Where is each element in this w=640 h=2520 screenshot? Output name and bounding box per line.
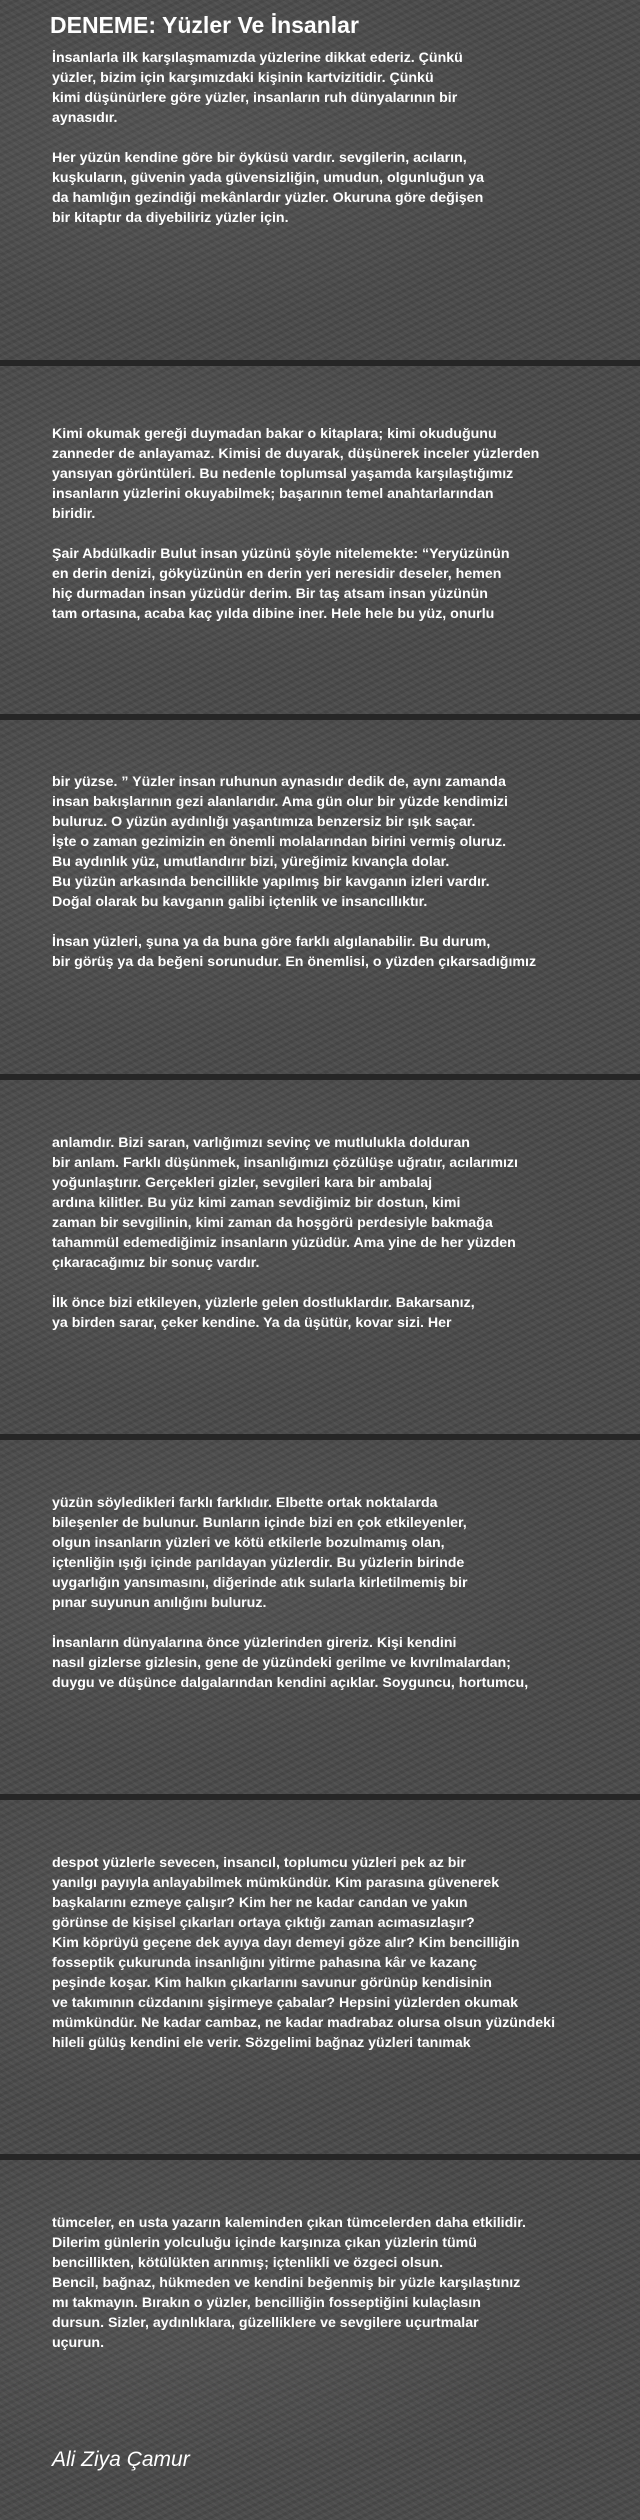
essay-text-page-5: yüzün söyledikleri farklı farklıdır. Elbette ortak noktalarda bileşenler de bulunur. Bunların içinde bizi en çok etkileyenler, olgun insanların yüzleri ve kötü etkilerle bozulmamış olan, içtenliğin ışığı içinde parıldayan yüzlerdir. Bu yüzlerin birinde uygarlığın yansımasını, diğerinde atık sularla kirletilmemiş bir pınar suyunun anılığını buluruz. İnsanların dünyalarına önce yüzlerinden gireriz. Kişi kendini nasıl gizlerse gizlesin, gene de yüzündeki gerilme ve kıvrılmalardan; duygu ve düşünce dalgalarından kendini açıklar. Soyguncu, hortumcu, [52, 1495, 529, 1691]
page-title: DENEME: Yüzler Ve İnsanlar [50, 12, 359, 38]
essay-text-page-4: anlamdır. Bizi saran, varlığımızı sevinç ve mutlulukla dolduran bir anlam. Farklı düşünmek, insanlığımızı çözülüşe uğratır, acılarımızı yoğunlaştırır. Gerçekleri gizler, sevgileri kara bir ambalaj ardına kilitler. Bu yüz kimi zaman sevdiğimiz bir dostun, kimi zaman bir sevgilinin, kimi zaman da hoşgörü perdesiyle bakmağa tahammül edemediğimiz insanların yüzüdür. Ama yine de her yüzden çıkaracağımız bir sonuç vardır. İlk önce bizi etkileyen, yüzlerle gelen dostluklardır. Bakarsanız, ya birden sarar, çeker kendine. Ya da üşütür, kovar sizi. Her [52, 1135, 518, 1331]
essay-text-page-1: İnsanlarla ilk karşılaşmamızda yüzlerine dikkat ederiz. Çünkü yüzler, bizim için karşımızdaki kişinin kartvizitidir. Çünkü kimi düşünürlere göre yüzler, insanların ruh dünyalarının bir aynasıdır. Her yüzün kendine göre bir öyküsü vardır. sevgilerin, acıların, kuşkuların, güvenin yada güvensizliğin, umudun, olgunluğun ya da hamlığın gezindiği mekânlardır yüzler. Okuruna göre değişen bir kitaptır da diyebiliriz yüzler için. [52, 50, 484, 226]
essay-text-page-7: tümceler, en usta yazarın kaleminden çıkan tümcelerden daha etkilidir. Dilerim günlerin yolculuğu içinde karşınıza çıkan yüzlerin tümü bencillikten, kötülükten arınmış; içtenlikli ve özgeci olsun. Bencil, bağnaz, hükmeden ve kendini beğenmiş bir yüzle karşılaştınız mı takmayın. Bırakın o yüzler, bencilliğin fosseptiğini kulaçlasın dursun. Sizler, aydınlıklara, güzelliklere ve sevgilere uçurtmalar uçurun. [52, 2215, 526, 2351]
author-signature: Ali Ziya Çamur [52, 2448, 190, 2471]
essay-text-page-6: despot yüzlerle sevecen, insancıl, toplumcu yüzleri pek az bir yanılgı payıyla anlayabilmek mümkündür. Kim parasına güvenerek başkalarını ezmeye çalışır? Kim her ne kadar candan ve yakın görünse de kişisel çıkarları ortaya çıktığı zaman acımasızlaşır? Kim köprüyü geçene dek ayıya dayı demeyi göze alır? Kim bencilliğin fosseptik çukurunda insanlığını yitirme pahasına kâr ve kazanç peşinde koşar. Kim halkın çıkarlarını savunur görünüp kendisinin ve takımının cüzdanını şişirmeye çabalar? Hepsini yüzlerden okumak mümkündür. Ne kadar cambaz, ne kadar madrabaz olursa olsun yüzündeki hileli gülüş kendini ele verir. Sözgelimi bağnaz yüzleri tanımak [52, 1855, 556, 2051]
essay-text-page-2: Kimi okumak gereği duymadan bakar o kitaplara; kimi okuduğunu zanneder de anlayamaz. Kimisi de duyarak, düşünerek inceler yüzlerden yansıyan görüntüleri. Bu nedenle toplumsal yaşamda karşılaştığımız insanların yüzlerini okuyabilmek; başarının temel anahtarlarından biridir. Şair Abdülkadir Bulut insan yüzünü şöyle nitelemekte: “Yeryüzünün en derin denizi, gökyüzünün en derin yeri neresidir deseler, hemen hiç durmadan insan yüzüdür derim. Bir taş atsam insan yüzünün tam ortasına, acaba kaç yılda dibine iner. Hele hele bu yüz, onurlu [52, 426, 540, 622]
essay-text-page-3: bir yüzse. ” Yüzler insan ruhunun aynasıdır dedik de, aynı zamanda insan bakışlarının gezi alanlarıdır. Ama gün olur bir yüzde kendimizi buluruz. O yüzün aydınlığı yaşantımıza benzersiz bir ışık saçar. İşte o zaman gezimizin en önemli molalarından birini vermiş oluruz. Bu aydınlık yüz, umutlandırır bizi, yüreğimiz kıvançla dolar. Bu yüzün arkasında bencillikle yapılmış bir kavganın izleri vardır. Doğal olarak bu kavganın galibi içtenlik ve insancıllıktır. İnsan yüzleri, şuna ya da buna göre farklı algılanabilir. Bu durum, bir görüş ya da beğeni sorunudur. En önemlisi, o yüzden çıkarsadığımız [52, 774, 537, 970]
